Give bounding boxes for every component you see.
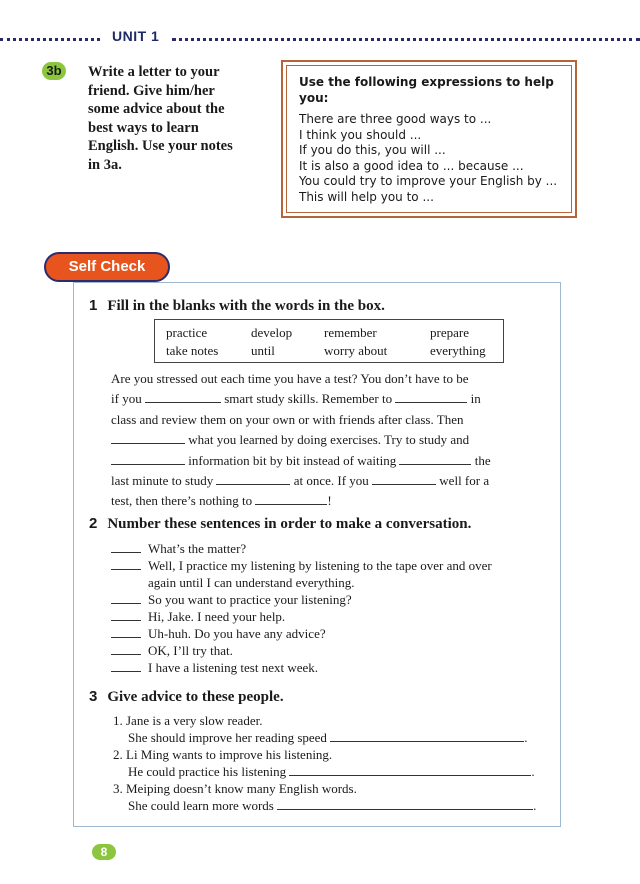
blank-field[interactable] bbox=[111, 431, 185, 444]
conversation-text: OK, I’ll try that. bbox=[148, 643, 233, 658]
expressions-heading-line: you: bbox=[299, 90, 329, 105]
word-box-word: develop bbox=[251, 325, 293, 340]
word-box-word: until bbox=[251, 343, 275, 358]
unit-label: UNIT 1 bbox=[112, 28, 160, 44]
task-3b-line: some advice about the bbox=[88, 101, 225, 118]
word-box-word: everything bbox=[430, 343, 486, 358]
paragraph-text: class and review them on your own or with friends after class. Then bbox=[111, 411, 464, 427]
section-number: 2 bbox=[89, 515, 98, 532]
paragraph-line bbox=[111, 471, 541, 491]
advice-question: 3. Meiping doesn’t know many English words. bbox=[113, 781, 357, 796]
task-3b-line: English. Use your notes bbox=[88, 138, 233, 155]
section-number: 1 bbox=[89, 297, 98, 314]
conversation-list bbox=[111, 540, 531, 676]
paragraph-text: the bbox=[474, 452, 491, 468]
advice-answer-line: She could learn more words . bbox=[128, 798, 537, 813]
paragraph-text: if you bbox=[111, 391, 142, 407]
blank-field[interactable] bbox=[399, 452, 471, 465]
answer-blank[interactable] bbox=[289, 763, 531, 776]
advice-question: 1. Jane is a very slow reader. bbox=[113, 713, 263, 728]
paragraph-line bbox=[111, 451, 541, 471]
blank-field[interactable] bbox=[372, 472, 436, 485]
task-3b-badge: 3b bbox=[42, 62, 66, 80]
order-number-field[interactable] bbox=[111, 540, 141, 553]
conversation-text: Hi, Jake. I need your help. bbox=[148, 609, 286, 624]
word-box-word: practice bbox=[166, 325, 208, 340]
expression-item: If you do this, you will ... bbox=[299, 143, 446, 157]
conversation-line bbox=[111, 659, 531, 676]
advice-answer-line: He could practice his listening . bbox=[128, 764, 535, 779]
advice-answer-text: She could learn more words bbox=[128, 798, 274, 813]
paragraph-text: smart study skills. Remember to bbox=[224, 391, 393, 407]
task-3b-line: friend. Give him/her bbox=[88, 82, 215, 99]
advice-question: 2. Li Ming wants to improve his listening. bbox=[113, 747, 333, 762]
expressions-heading bbox=[299, 75, 561, 106]
expression-item: You could try to improve your English by ... bbox=[299, 174, 558, 188]
expression-item: There are three good ways to ... bbox=[299, 112, 492, 126]
header-dots-left bbox=[0, 38, 100, 41]
paragraph-text: information bit by bit instead of waiting bbox=[188, 452, 397, 468]
word-box-word: prepare bbox=[430, 325, 469, 340]
section-title-text: Number these sentences in order to make a conversation. bbox=[107, 516, 472, 532]
section-2-title bbox=[89, 515, 471, 533]
paragraph-text: Are you stressed out each time you have a test? You don’t have to be bbox=[111, 371, 469, 386]
blank-field[interactable] bbox=[255, 492, 327, 505]
paragraph-text: well for a bbox=[439, 473, 490, 489]
conversation-line bbox=[111, 625, 531, 642]
order-number-field[interactable] bbox=[111, 642, 141, 655]
word-box-word: remember bbox=[324, 325, 377, 340]
expressions-box bbox=[281, 60, 577, 218]
blank-field[interactable] bbox=[216, 472, 290, 485]
advice-answer-text: He could practice his listening bbox=[128, 764, 287, 779]
paragraph-text: ! bbox=[327, 493, 332, 509]
paragraph-text: test, then there’s nothing to bbox=[111, 493, 253, 509]
conversation-line bbox=[111, 557, 531, 574]
paragraph-line bbox=[111, 491, 541, 511]
answer-blank[interactable] bbox=[277, 797, 533, 810]
paragraph-text: at once. If you bbox=[293, 473, 369, 489]
expression-item: I think you should ... bbox=[299, 127, 422, 142]
conversation-text: Well, I practice my listening by listening to the tape over and over bbox=[148, 558, 492, 573]
advice-answer-line: She should improve her reading speed . bbox=[128, 730, 528, 745]
paragraph-text: last minute to study bbox=[111, 473, 214, 489]
fill-in-paragraph bbox=[111, 369, 541, 512]
section-title-text: Give advice to these people. bbox=[107, 689, 284, 705]
conversation-text: Uh-huh. Do you have any advice? bbox=[148, 626, 326, 641]
conversation-text: again until I can understand everything. bbox=[148, 575, 355, 590]
conversation-line bbox=[111, 591, 531, 608]
paragraph-text: what you learned by doing exercises. Try to study and bbox=[188, 432, 470, 448]
expression-item: This will help you to ... bbox=[299, 189, 434, 204]
answer-blank[interactable] bbox=[330, 729, 524, 742]
task-3b-line: Write a letter to your bbox=[88, 64, 220, 80]
paragraph-text: in bbox=[470, 391, 481, 407]
conversation-text: I have a listening test next week. bbox=[148, 660, 319, 675]
word-box bbox=[154, 319, 504, 363]
expressions-heading-line: Use the following expressions to help bbox=[299, 75, 554, 89]
conversation-line bbox=[111, 608, 531, 625]
section-number: 3 bbox=[89, 688, 98, 705]
task-3b-instructions bbox=[88, 63, 268, 175]
order-number-field[interactable] bbox=[111, 608, 141, 621]
paragraph-line bbox=[111, 430, 541, 450]
paragraph-line bbox=[111, 389, 541, 409]
section-3-title bbox=[89, 688, 284, 706]
word-box-word: worry about bbox=[324, 343, 388, 358]
order-number-field[interactable] bbox=[111, 625, 141, 638]
section-title-text: Fill in the blanks with the words in the box. bbox=[107, 298, 385, 314]
conversation-text: What’s the matter? bbox=[148, 541, 247, 556]
conversation-text: So you want to practice your listening? bbox=[148, 592, 352, 607]
conversation-line bbox=[111, 540, 531, 557]
order-number-field[interactable] bbox=[111, 557, 141, 570]
conversation-line bbox=[111, 574, 531, 591]
self-check-badge: Self Check bbox=[44, 252, 170, 282]
page-number: 8 bbox=[92, 844, 116, 860]
word-box-word: take notes bbox=[166, 343, 219, 358]
task-3b-line: best ways to learn bbox=[88, 119, 199, 136]
expression-item: It is also a good idea to ... because ... bbox=[299, 158, 524, 173]
blank-field[interactable] bbox=[395, 390, 467, 403]
task-3b-line: in 3a. bbox=[88, 156, 122, 173]
order-number-field[interactable] bbox=[111, 659, 141, 672]
conversation-line bbox=[111, 642, 531, 659]
order-number-field[interactable] bbox=[111, 591, 141, 604]
advice-answer-text: She should improve her reading speed bbox=[128, 730, 327, 745]
header-dots-right bbox=[172, 38, 640, 41]
section-1-title bbox=[89, 297, 385, 315]
blank-field[interactable] bbox=[145, 390, 221, 403]
blank-field[interactable] bbox=[111, 452, 185, 465]
